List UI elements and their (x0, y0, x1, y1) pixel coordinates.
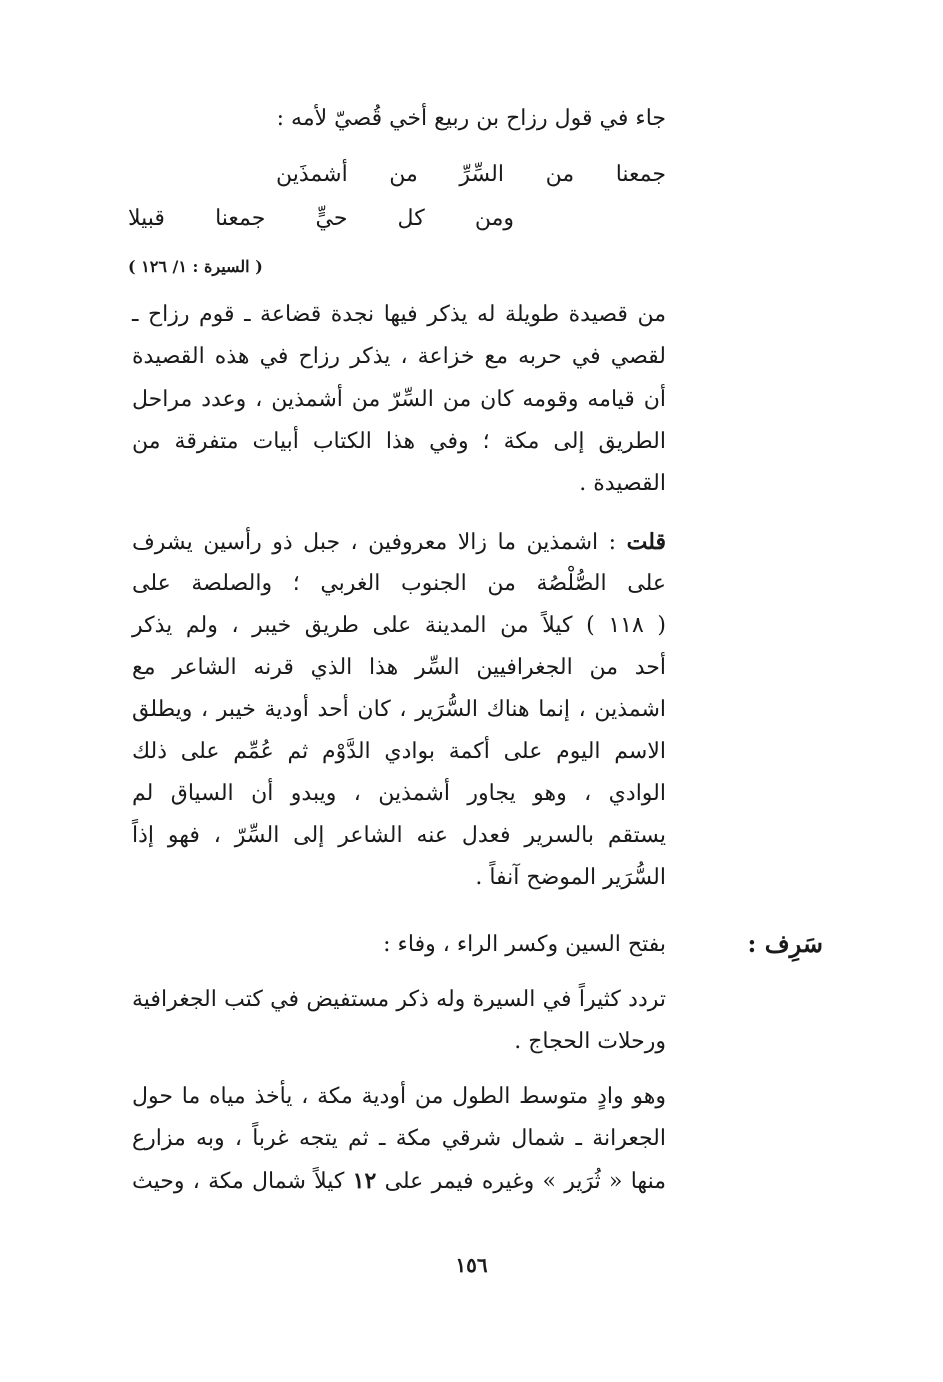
poem-verse-1: جمعنا من السِّرِّ من أشمذَين (276, 162, 666, 187)
paragraph-1-line: القصيدة . (579, 471, 666, 496)
paragraph-2-line: ( ١١٨ ) كيلاً من المدينة على طريق خيبر ، ولم يذكر (132, 613, 666, 638)
paragraph-2-first-line (132, 525, 666, 561)
paragraph-2-line: يستقم بالسرير فعدل عنه الشاعر إلى السِّرّ ، فهو إذاً (132, 823, 666, 848)
poem-source-citation: ( السيرة : ١/ ١٢٦ ) (128, 257, 263, 276)
paragraph-4-line: وهو وادٍ متوسط الطول من أودية مكة ، يأخذ مياه ما حول (132, 1084, 666, 1109)
paragraph-1-line: أن قيامه وقومه كان من السِّرّ من أشمذين ، وعدد مراحل (132, 387, 666, 412)
paragraph-3-line: تردد كثيراً في السيرة وله ذكر مستفيض في كتب الجغرافية (132, 987, 666, 1012)
paragraph-2-first-line-rest: : اشمذين ما زالا معروفين ، جبل ذو رأسين يشرف (132, 530, 617, 555)
paragraph-2-line: السُّرَير الموضح آنفاً . (475, 865, 666, 890)
paragraph-3-line: ورحلات الحجاج . (514, 1029, 666, 1054)
intro-line: جاء في قول رزاح بن ربيع أخي قُصيّ لأمه : (276, 106, 666, 131)
paragraph-2-line: على الصُّلْصُة من الجنوب الغربي ؛ والصلصة على (132, 571, 666, 596)
paragraph-4-last-line (132, 1164, 666, 1200)
paragraph-2-line: الوادي ، وهو يجاور أشمذين ، ويبدو أن السياق لم (132, 781, 666, 806)
page-number: ١٥٦ (455, 1253, 488, 1277)
poem-verse-2: ومن كل حيٍّ جمعنا قبيلا (128, 206, 514, 231)
paragraph-2-line: الاسم اليوم على أكمة بوادي الدَّوْم ثم عُمِّم على ذلك (132, 739, 666, 764)
entry-pronunciation: بفتح السين وكسر الراء ، وفاء : (383, 932, 666, 957)
paragraph-4-last-line-end: كيلاً شمال مكة ، وحيث (132, 1169, 345, 1194)
paragraph-4-distance-number: ١٢ (352, 1168, 377, 1194)
paragraph-1-line: الطريق إلى مكة ؛ وفي هذا الكتاب أبيات متفرقة من (132, 429, 666, 454)
paragraph-1-line: من قصيدة طويلة له يذكر فيها نجدة قضاعة ـ قوم رزاح ـ (132, 302, 666, 327)
paragraph-4-line: الجعرانة ـ شمال شرقي مكة ـ ثم يتجه غرباً ، وبه مزارع (132, 1126, 666, 1151)
paragraph-2-line: اشمذين ، إنما هناك السُّرَير ، كان أحد أودية خيبر ، ويطلق (132, 697, 666, 722)
paragraph-4-last-line-start: منها « ثُرَير » وغيره فيمر على (384, 1169, 666, 1194)
paragraph-2-lead-word: قلت (626, 529, 666, 555)
paragraph-2-line: أحد من الجغرافيين السِّر هذا الذي قرنه الشاعر مع (132, 655, 666, 680)
entry-headword: سَرِف : (747, 929, 823, 958)
paragraph-1-line: لقصي في حربه مع خزاعة ، يذكر رزاح في هذه القصيدة (132, 344, 666, 369)
